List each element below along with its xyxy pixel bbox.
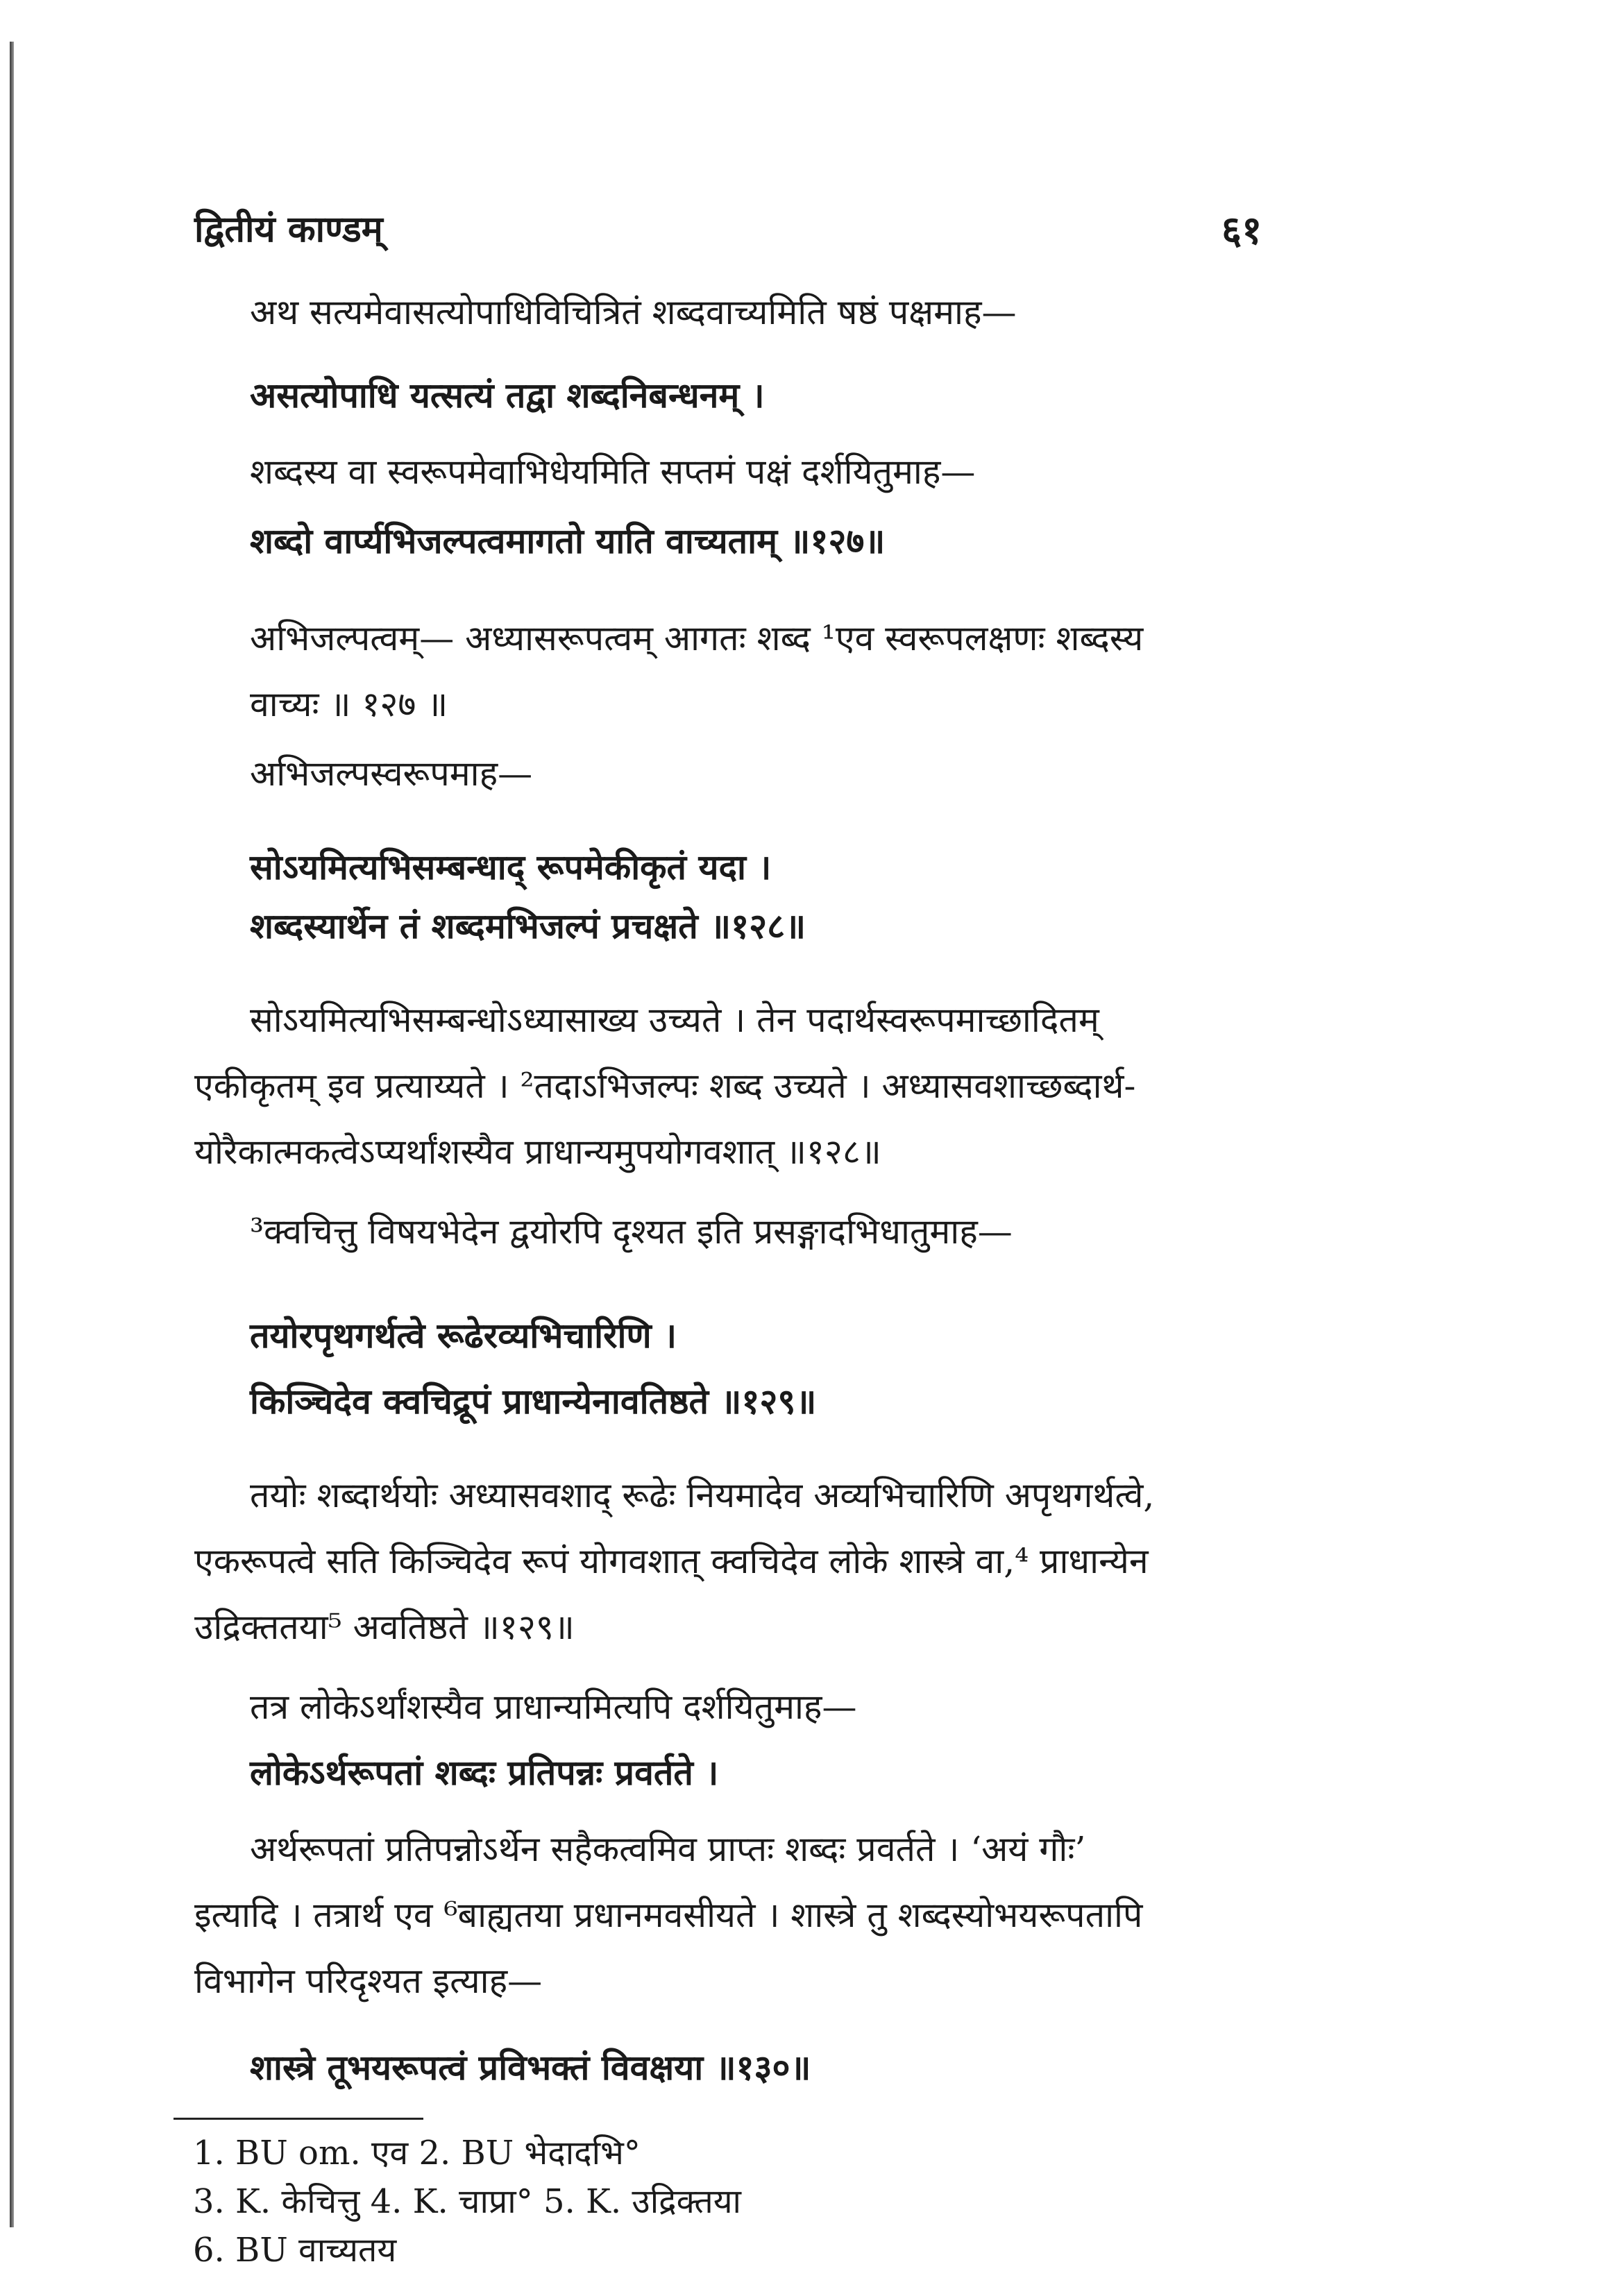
verse-line: सोऽयमित्यभिसम्बन्धाद् रूपमेकीकृतं यदा । [250, 847, 772, 887]
commentary-line: एकीकृतम् इव प्रत्याय्यते । ²तदाऽभिजल्पः शब्द उच्यते । अध्यासवशाच्छब्दार्थ- [194, 1066, 1136, 1106]
footnote-line: 1. BU om. एव 2. BU भेदादभि° [193, 2134, 641, 2172]
commentary-line: एकरूपत्वे सति किञ्चिदेव रूपं योगवशात् क्वचिदेव लोके शास्त्रे वा,⁴ प्राधान्येन [194, 1541, 1149, 1581]
commentary-line: अभिजल्पस्वरूपमाह— [250, 754, 533, 794]
verse-line: लोकेऽर्थरूपतां शब्दः प्रतिपन्नः प्रवर्तते । [250, 1752, 719, 1793]
commentary-line: शब्दस्य वा स्वरूपमेवाभिधेयमिति सप्तमं पक्षं दर्शयितुमाह— [250, 452, 976, 492]
commentary-line: योरैकात्मकत्वेऽप्यर्थांशस्यैव प्राधान्यमुपयोगवशात् ॥१२८॥ [194, 1132, 881, 1172]
commentary-line: अर्थरूपतां प्रतिपन्नोऽर्थेन सहैकत्वमिव प्राप्तः शब्दः प्रवर्तते । ‘अयं गौः’ [250, 1829, 1086, 1869]
commentary-line: वाच्यः ॥ १२७ ॥ [250, 684, 448, 724]
commentary-line: अथ सत्यमेवासत्योपाधिविचित्रितं शब्दवाच्यमिति षष्ठं पक्षमाह— [250, 292, 1017, 332]
commentary-line: तत्र लोकेऽर्थांशस्यैव प्राधान्यमित्यपि दर्शयितुमाह— [250, 1687, 857, 1727]
running-title: द्वितीयं काण्डम् [194, 208, 383, 250]
commentary-line: ³क्वचित्तु विषयभेदेन द्वयोरपि दृश्यत इति प्रसङ्गादभिधातुमाह— [250, 1211, 1013, 1252]
commentary-line: विभागेन परिदृश्यत इत्याह— [194, 1961, 543, 2001]
verse-line: शब्दो वार्प्यभिजल्पत्वमागतो याति वाच्यताम् ॥१२७॥ [250, 520, 886, 561]
footnote-rule [174, 2118, 423, 2120]
verse-line: शास्त्रे तूभयरूपत्वं प्रविभक्तं विवक्षया ॥१३०॥ [250, 2047, 811, 2088]
commentary-line: इत्यादि । तत्रार्थ एव ⁶बाह्यतया प्रधानमवसीयते । शास्त्रे तु शब्दस्योभयरूपतापि [194, 1895, 1143, 1935]
commentary-line: उद्रिक्ततया⁵ अवतिष्ठते ॥१२९॥ [194, 1607, 575, 1647]
footnote-line: 3. K. केचित्तु 4. K. चाप्रा° 5. K. उद्रिक्तया [193, 2182, 741, 2221]
verse-line: तयोरपृथगर्थत्वे रूढेरव्यभिचारिणि । [250, 1315, 677, 1356]
verse-line: किञ्चिदेव क्वचिद्रूपं प्राधान्येनावतिष्ठते ॥१२९॥ [250, 1381, 817, 1422]
verse-line: शब्दस्यार्थेन तं शब्दमभिजल्पं प्रचक्षते ॥१२८॥ [250, 905, 806, 946]
commentary-line: तयोः शब्दार्थयोः अध्यासवशाद् रूढेः नियमादेव अव्यभिचारिणि अपृथगर्थत्वे, [250, 1475, 1155, 1515]
commentary-line: अभिजल्पत्वम्— अध्यासरूपत्वम् आगतः शब्द ¹एव स्वरूपलक्षणः शब्दस्य [250, 618, 1144, 658]
verse-line: असत्योपाधि यत्सत्यं तद्वा शब्दनिबन्धनम् । [250, 375, 765, 416]
page-number: ६१ [1221, 207, 1262, 253]
footnote-line: 6. BU वाच्यतय [193, 2231, 397, 2270]
scan-binding-edge [10, 42, 14, 2227]
commentary-line: सोऽयमित्यभिसम्बन्धोऽध्यासाख्य उच्यते । तेन पदार्थस्वरूपमाच्छादितम् [250, 1000, 1099, 1040]
